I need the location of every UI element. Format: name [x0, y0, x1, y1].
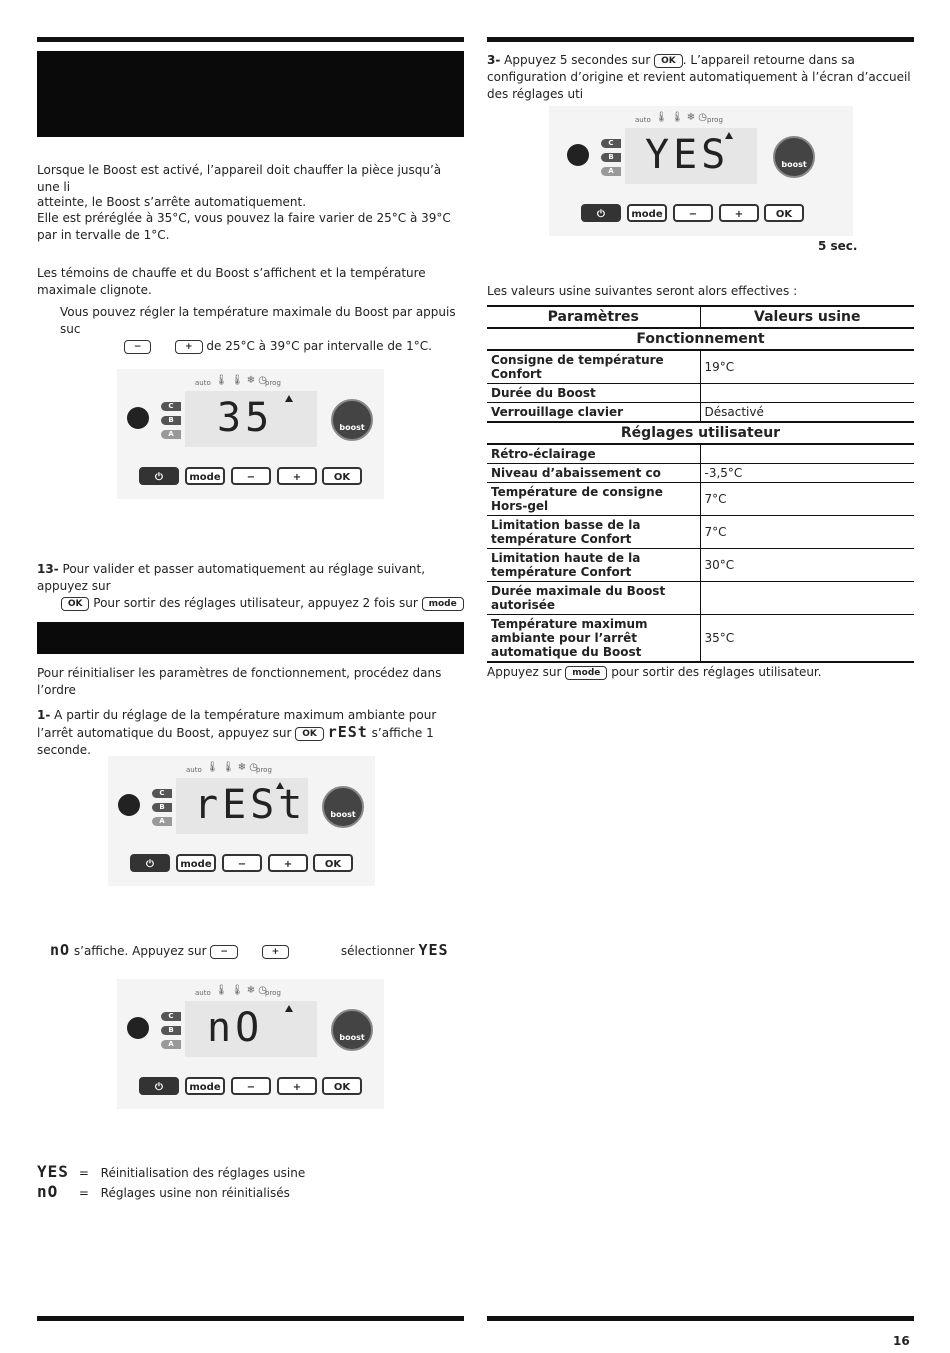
ok-button-3[interactable]: OK	[322, 1077, 362, 1095]
status-dot	[127, 407, 149, 429]
control-panel-reset	[108, 756, 375, 886]
boost-button-4[interactable]: boost	[773, 136, 815, 178]
mode-button-2[interactable]: mode	[176, 854, 216, 872]
indicator-icons-3: 🌡 🌡 ❄ ◷	[215, 985, 268, 996]
inline-mode-button-2: mode	[565, 666, 607, 680]
exit-line	[487, 664, 914, 681]
label-b-3: B	[161, 1026, 181, 1035]
inline-minus-button: −	[124, 340, 152, 354]
step-1-text-b: s’affiche 1 seconde.	[37, 726, 434, 757]
indicator-auto-2: auto	[186, 766, 202, 774]
status-dot-3	[127, 1017, 149, 1039]
inline-ok-button-2: OK	[295, 727, 324, 741]
plus-button-3[interactable]: +	[277, 1077, 317, 1095]
values-intro: Les valeurs usine suivantes seront alors effectives :	[487, 284, 798, 298]
five-sec-label: 5 sec.	[818, 239, 858, 253]
indicator-auto-3: auto	[195, 989, 211, 997]
control-panel-no	[117, 979, 384, 1109]
label-a-3: A	[161, 1040, 181, 1049]
inline-ok-button: OK	[61, 597, 90, 611]
boost-para-2: atteinte, le Boost s’arrête automatiquement.	[37, 195, 307, 209]
lcd-display-3	[185, 1001, 317, 1057]
indicator-prog-2: prog	[256, 766, 272, 774]
reset-intro: Pour réinitialiser les paramètres de fonctionnement, procédez dans l’ordre	[37, 666, 442, 697]
lcd-value-4: YES	[645, 132, 730, 178]
top-rule-right	[487, 37, 914, 42]
legend-yes-text: Réinitialisation des réglages usine	[100, 1166, 306, 1180]
boost-para-5	[60, 304, 464, 355]
indicator-prog: prog	[265, 379, 281, 387]
label-b: B	[161, 416, 181, 425]
step-1-number: 1-	[37, 708, 51, 722]
lcd-value-3: nO	[207, 1005, 264, 1051]
label-c-4: C	[601, 139, 621, 148]
bottom-rule-right	[487, 1316, 914, 1321]
label-c-3: C	[161, 1012, 181, 1021]
power-button[interactable]: ⏻	[139, 467, 179, 485]
step-13-number: 13-	[37, 562, 59, 576]
top-rule-left	[37, 37, 464, 42]
no-text-a: s’affiche. Appuyez sur	[73, 944, 207, 958]
mode-button-4[interactable]: mode	[627, 204, 667, 222]
mode-button[interactable]: mode	[185, 467, 225, 485]
legend-no-eq: =	[78, 1186, 89, 1200]
control-panel-yes	[549, 106, 853, 236]
ok-button[interactable]: OK	[322, 467, 362, 485]
inline-mode-button: mode	[422, 597, 464, 611]
step-3-text-a: Appuyez 5 secondes sur	[504, 53, 651, 67]
minus-button[interactable]: −	[231, 467, 271, 485]
exit-text-a: Appuyez sur	[487, 665, 562, 679]
inline-plus-button-2: +	[262, 945, 290, 959]
ok-button-4[interactable]: OK	[764, 204, 804, 222]
legend-no	[37, 1183, 457, 1202]
section-header-boost	[37, 51, 464, 137]
table-row: Rétro-éclairage	[487, 444, 914, 464]
power-button-3[interactable]: ⏻	[139, 1077, 179, 1095]
table-row: Température maximum ambiante pour l’arrêt automatique du Boost 35°C	[487, 615, 914, 663]
table-row: Consigne de température Confort 19°C	[487, 350, 914, 384]
status-dot-4	[567, 144, 589, 166]
table-section-fonctionnement: Fonctionnement	[487, 328, 914, 350]
cursor-triangle-3	[285, 1005, 293, 1012]
lcd-display	[185, 391, 317, 447]
no-code: nO	[50, 941, 71, 959]
table-row: Température de consigne Hors-gel 7°C	[487, 483, 914, 516]
step-13-text-a: Pour valider et passer automatiquement au réglage suivant, appuyez sur	[37, 562, 426, 593]
legend-yes-code: YES	[37, 1162, 69, 1181]
table-row: Limitation haute de la température Confort 30°C	[487, 549, 914, 582]
legend-yes	[37, 1163, 457, 1182]
boost-para-5b: de 25°C à 39°C par intervalle de 1°C.	[206, 339, 432, 353]
plus-button[interactable]: +	[277, 467, 317, 485]
boost-para-5a: Vous pouvez régler la température maximale du Boost par appuis suc	[60, 305, 456, 336]
no-text-b: sélectionner	[340, 944, 415, 958]
indicator-auto-4: auto	[635, 116, 651, 124]
table-section-reglages: Réglages utilisateur	[487, 422, 914, 444]
no-select-line	[50, 942, 464, 960]
label-c-2: C	[152, 789, 172, 798]
step-13	[37, 561, 464, 612]
step-3	[487, 52, 914, 103]
boost-para-3: Elle est préréglée à 35°C, vous pouvez la faire varier de 25°C à 39°C par in tervalle de 1°C.	[37, 211, 451, 242]
inline-minus-button-2: −	[210, 945, 238, 959]
indicator-icons-4: 🌡 🌡 ❄ ◷	[655, 112, 708, 123]
minus-button-2[interactable]: −	[222, 854, 262, 872]
step-13-text-b: Pour sortir des réglages utilisateur, appuyez 2 fois sur	[93, 596, 418, 610]
indicator-prog-4: prog	[707, 116, 723, 124]
indicator-prog-3: prog	[265, 989, 281, 997]
lcd-display-2	[176, 778, 308, 834]
plus-button-4[interactable]: +	[719, 204, 759, 222]
table-row: Verrouillage clavier Désactivé	[487, 403, 914, 423]
ok-button-2[interactable]: OK	[313, 854, 353, 872]
lcd-value: 35	[217, 395, 274, 441]
table-header-values: Valeurs usine	[700, 306, 914, 328]
legend-no-code: nO	[37, 1182, 59, 1201]
factory-values-table	[487, 305, 914, 663]
table-header-params: Paramètres	[487, 306, 700, 328]
section-header-reset	[37, 622, 464, 654]
control-panel-boost	[117, 369, 384, 499]
boost-button-3[interactable]: boost	[331, 1009, 373, 1051]
yes-code: YES	[418, 941, 449, 959]
label-a: A	[161, 430, 181, 439]
bottom-rule-left	[37, 1316, 464, 1321]
legend-yes-eq: =	[78, 1166, 89, 1180]
table-row: Limitation basse de la température Confort 7°C	[487, 516, 914, 549]
table-row: Durée du Boost	[487, 384, 914, 403]
inline-plus-button: +	[175, 340, 203, 354]
table-row: Niveau d’abaissement co -3,5°C	[487, 464, 914, 483]
legend-no-text: Réglages usine non réinitialisés	[100, 1186, 290, 1200]
power-button-4[interactable]: ⏻	[581, 204, 621, 222]
power-button-2[interactable]: ⏻	[130, 854, 170, 872]
cursor-triangle	[285, 395, 293, 402]
mode-button-3[interactable]: mode	[185, 1077, 225, 1095]
minus-button-3[interactable]: −	[231, 1077, 271, 1095]
label-a-2: A	[152, 817, 172, 826]
plus-button-2[interactable]: +	[268, 854, 308, 872]
page-number: 16	[893, 1334, 910, 1348]
inline-ok-button-3: OK	[654, 54, 683, 68]
lcd-display-4	[625, 128, 757, 184]
boost-button[interactable]: boost	[331, 399, 373, 441]
step-3-number: 3-	[487, 53, 501, 67]
label-b-4: B	[601, 153, 621, 162]
step-1-text-a: A partir du réglage de la température maximum ambiante pour l’arrêt automatique du Boost, appuyez sur	[37, 708, 437, 740]
label-c: C	[161, 402, 181, 411]
label-b-2: B	[152, 803, 172, 812]
step-3-text-b: . L’appareil retourne dans sa configuration d’origine et revient automatiquement à l’écran d’accueil des réglages uti	[487, 53, 911, 101]
lcd-value-2: rESt	[194, 782, 307, 828]
boost-para-1: Lorsque le Boost est activé, l’appareil doit chauffer la pièce jusqu’à une li	[37, 163, 442, 194]
exit-text-b: pour sortir des réglages utilisateur.	[611, 665, 822, 679]
table-row: Durée maximale du Boost autorisée	[487, 582, 914, 615]
step-1	[37, 707, 464, 759]
boost-para-4: Les témoins de chauffe et du Boost s’affichent et la température maximale clignote.	[37, 266, 426, 297]
status-dot-2	[118, 794, 140, 816]
indicator-icons-2: 🌡 🌡 ❄ ◷	[206, 762, 259, 773]
indicator-icons: 🌡 🌡 ❄ ◷	[215, 375, 268, 386]
boost-button-2[interactable]: boost	[322, 786, 364, 828]
label-a-4: A	[601, 167, 621, 176]
indicator-auto: auto	[195, 379, 211, 387]
step-1-code: rESt	[327, 723, 368, 741]
minus-button-4[interactable]: −	[673, 204, 713, 222]
